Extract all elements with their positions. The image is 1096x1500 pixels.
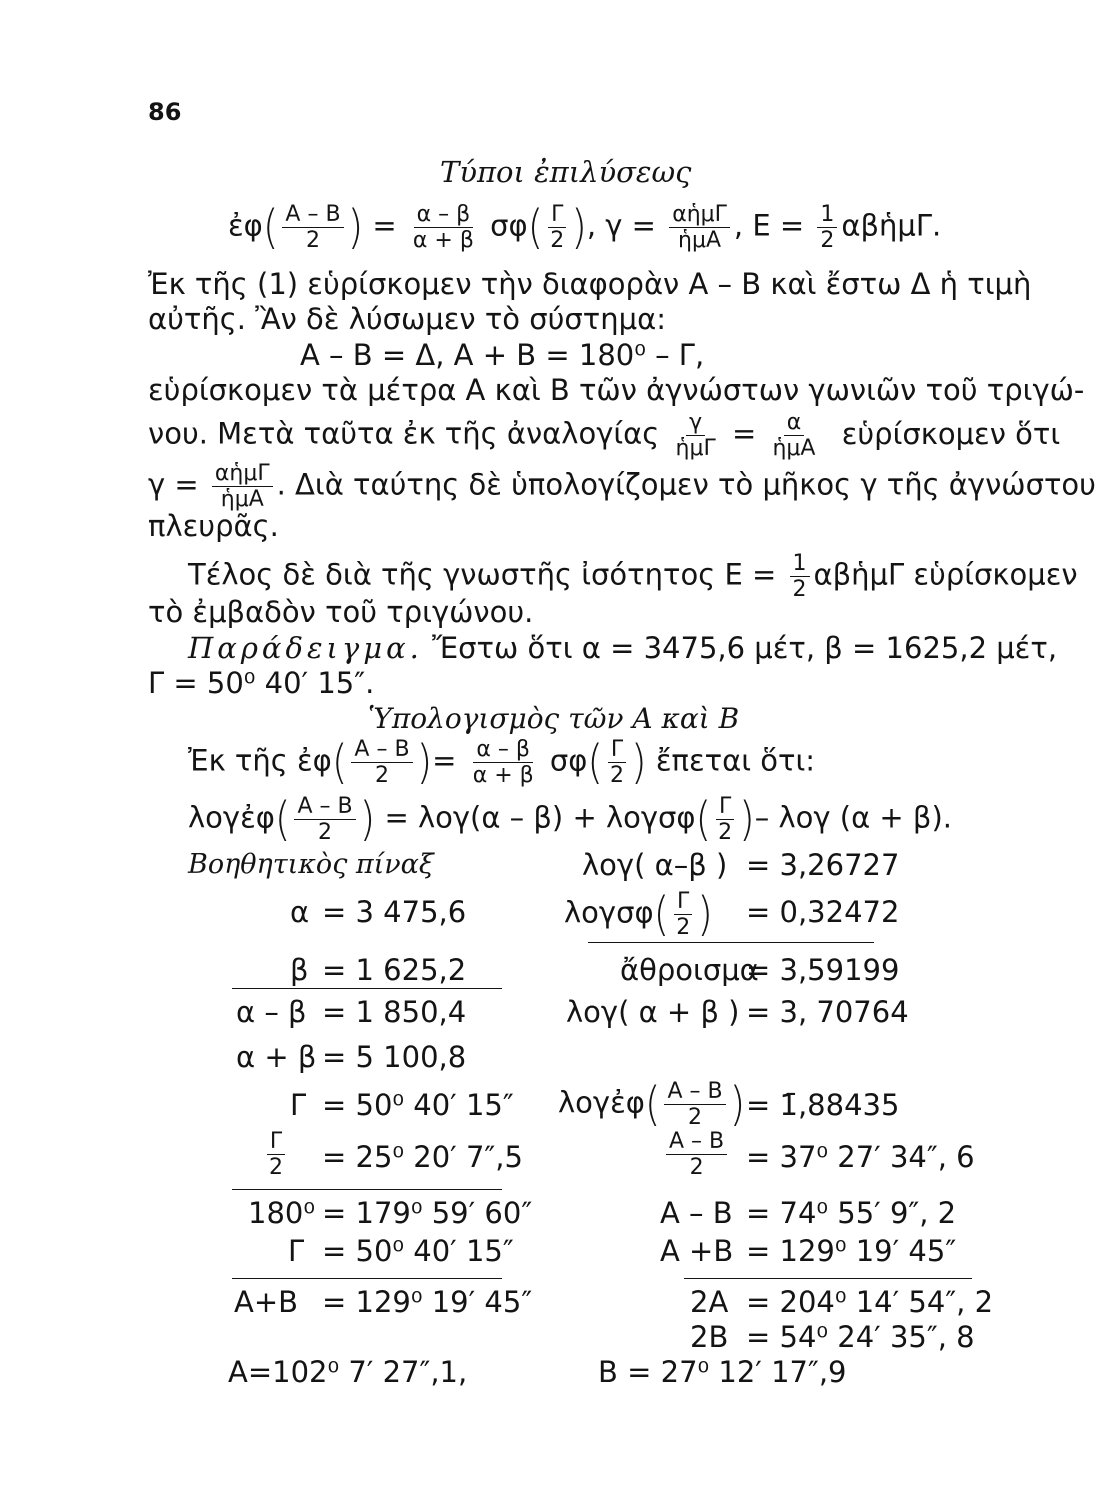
left-row-label: Γ (288, 1234, 305, 1268)
prop-frac-gamma: $\frac{\gamma}{\text{ἡμΓ}}$ (675, 410, 716, 462)
paren-open: ( (262, 201, 279, 255)
rt-gamma-frac: $\frac{\Gamma}{2}$ (673, 890, 693, 939)
log-frac-ab: $\frac{A - B}{2}$ (294, 795, 355, 844)
left-row-label: α (290, 895, 310, 929)
paren-open: ( (527, 201, 544, 255)
calc-frac-alpha-beta: $\frac{\alpha - \beta}{\alpha + \beta}$ (472, 737, 534, 789)
example-label: Παράδειγμα. (188, 631, 423, 665)
example-line1: Παράδειγμα. Ἔστω ὅτι α = 3475,6 μέτ, β = 1625,2 μέτ, (188, 631, 1058, 665)
result-b: Β = 27⁰ 12′ 17″,9 (598, 1355, 847, 1389)
left-row-label (262, 1130, 290, 1179)
divider (232, 988, 502, 989)
gamma-half-frac: $\frac{\Gamma}{2}$ (266, 1130, 286, 1179)
rt-ab-half-frac: $\frac{A - B}{2}$ (666, 1130, 727, 1179)
divider (588, 942, 874, 943)
right-row-label: λογ( α + β ) (566, 995, 740, 1029)
right-row-label (662, 1130, 731, 1179)
gamma-frac: $\frac{\text{αἡμΓ}}{\text{ἡμΑ}}$ (212, 462, 273, 511)
right-row-label: Α +Β (660, 1234, 734, 1268)
right-row-value: = 0,32472 (746, 895, 900, 929)
main-formula (228, 201, 942, 255)
left-row-label: Γ (290, 1088, 307, 1122)
page-number: 86 (148, 98, 182, 126)
frac-alpha-beta: $\frac{\alpha - \beta}{\alpha + \beta}$ (412, 202, 474, 254)
para2-line2: τὸ ἐμβαδὸν τοῦ τριγώνου. (148, 595, 534, 629)
left-row-value: = 50⁰ 40′ 15″ (322, 1088, 514, 1122)
para2-line1: Τέλος δὲ διὰ τῆς γνωστῆς ἰσότητος Ε = $\frac{1}{2}$ αβἡμΓ εὑρίσκομεν (188, 551, 1078, 603)
rt-ab-frac: $\frac{A - B}{2}$ (664, 1080, 725, 1129)
right-row-label: ἄθροισμα (620, 953, 759, 987)
frac-a-minus-b-over-2: $\frac{A - B}{2}$ (282, 203, 343, 252)
right-row-value: = 3,59199 (746, 953, 900, 987)
aux-table-title: Βοηθητικὸς πίναξ (188, 849, 434, 880)
formula-e-eq: , Ε = (733, 208, 805, 243)
divider (684, 1278, 972, 1279)
result-a: Α=102⁰ 7′ 27″,1, (228, 1355, 468, 1389)
right-row-value: = 54⁰ 24′ 35″, 8 (746, 1320, 975, 1354)
log-frac-gamma: $\frac{\Gamma}{2}$ (715, 795, 735, 844)
right-row-value: = 3, 70764 (746, 995, 909, 1029)
left-row-label: α + β (236, 1040, 317, 1074)
para1-line4: νου. Μετὰ ταῦτα ἐκ τῆς ἀναλογίας $\frac{\gamma}{\text{ἡμΓ}}$ = $\frac{\alpha}{\text{ἡμΑ}}$ εὑρίσκομεν ὅτι (148, 410, 1061, 462)
para1-line3: εὑρίσκομεν τὰ μέτρα Α καὶ Β τῶν ἀγνώστων γωνιῶν τοῦ τριγώ- (148, 373, 1085, 407)
right-row-label: Α – Β (660, 1196, 733, 1230)
formula-gamma-eq: , γ = (586, 208, 656, 243)
para1-line2: αὐτῆς. Ἂν δὲ λύσωμεν τὸ σύστημα: (148, 302, 666, 336)
paren-close: ) (571, 201, 587, 255)
left-row-value: = 25⁰ 20′ 7″,5 (322, 1140, 523, 1174)
formula-sf: σφ (490, 208, 528, 243)
calc-formula: Ἐκ τῆς ἐφ( $\frac{A - B}{2}$ )= $\frac{\alpha - \beta}{\alpha + \beta}$ σφ( $\frac{\Gamma}{2}$ ) ἔπεται ὅτι: (188, 736, 816, 790)
right-row-value: = 37⁰ 27′ 34″, 6 (746, 1140, 975, 1174)
right-row-value: = 74⁰ 55′ 9″, 2 (746, 1196, 957, 1230)
formula-eq: = (372, 208, 397, 243)
right-row-label: 2Β (690, 1320, 729, 1354)
frac-gamma-over-2: $\frac{\Gamma}{2}$ (547, 203, 567, 252)
system-equation: Α – Β = Δ, Α + Β = 180⁰ – Γ, (300, 338, 705, 372)
left-row-label: 180⁰ (248, 1196, 315, 1230)
right-row-value: = 1̄,88435 (746, 1088, 900, 1122)
example-line2: Γ = 50⁰ 40′ 15″. (148, 666, 375, 700)
left-row-value: = 129⁰ 19′ 45″ (322, 1285, 533, 1319)
formula-ef: ἐφ (228, 208, 263, 243)
right-row-label: λογ( α–β ) (582, 848, 728, 882)
left-row-value: = 5 100,8 (322, 1040, 467, 1074)
left-row-value: = 1 850,4 (322, 995, 467, 1029)
section-heading: Τύποι ἐπιλύσεως (440, 155, 692, 189)
right-row-value: = 129⁰ 19′ 45″ (746, 1234, 957, 1268)
divider (232, 1278, 502, 1279)
left-row-label: Α+Β (234, 1285, 299, 1319)
left-row-label: α – β (236, 995, 307, 1029)
divider (232, 1189, 502, 1190)
left-row-value: = 179⁰ 59′ 60″ (322, 1196, 533, 1230)
right-row-label: 2Α (690, 1285, 729, 1319)
right-row-label: λογσφ( $\frac{\Gamma}{2}$ ) (564, 888, 713, 942)
left-row-label: β (290, 953, 309, 987)
calc-frac-gamma: $\frac{\Gamma}{2}$ (607, 738, 627, 787)
para1-line6: πλευρᾶς. (148, 509, 279, 543)
right-row-value: = 3,26727 (746, 848, 900, 882)
left-row-value: = 3 475,6 (322, 895, 467, 929)
prop-frac-alpha: $\frac{\alpha}{\text{ἡμΑ}}$ (772, 410, 816, 462)
frac-one-half: $\frac{1}{2}$ (817, 203, 837, 252)
right-row-label: λογἐφ( $\frac{A - B}{2}$ ) (558, 1078, 746, 1132)
calc-heading: Ὑπολογισμὸς τῶν Α καὶ Β (368, 702, 740, 735)
left-row-value: = 1 625,2 (322, 953, 467, 987)
right-row-value: = 204⁰ 14′ 54″, 2 (746, 1285, 994, 1319)
left-row-value: = 50⁰ 40′ 15″ (322, 1234, 514, 1268)
para1-line1: Ἐκ τῆς (1) εὑρίσκομεν τὴν διαφορὰν Α – Β καὶ ἔστω Δ ἡ τιμὴ (148, 267, 1032, 301)
log-formula: λογἐφ( $\frac{A - B}{2}$ ) = λογ(α – β) + λογσφ( $\frac{\Gamma}{2}$ )– λογ (α + β). (188, 793, 952, 847)
frac-gamma-law: $\frac{\text{αἡμΓ}}{\text{ἡμΑ}}$ (669, 203, 730, 252)
paren-close: ) (347, 201, 364, 255)
formula-tail: αβἡμΓ. (841, 208, 942, 243)
calc-frac-ab: $\frac{A - B}{2}$ (351, 738, 412, 787)
half-frac: $\frac{1}{2}$ (790, 552, 810, 601)
para1-line5: γ = $\frac{\text{αἡμΓ}}{\text{ἡμΑ}}$ . Διὰ ταύτης δὲ ὑπολογίζομεν τὸ μῆκος γ τῆς ἀγνώστου (148, 461, 1096, 513)
